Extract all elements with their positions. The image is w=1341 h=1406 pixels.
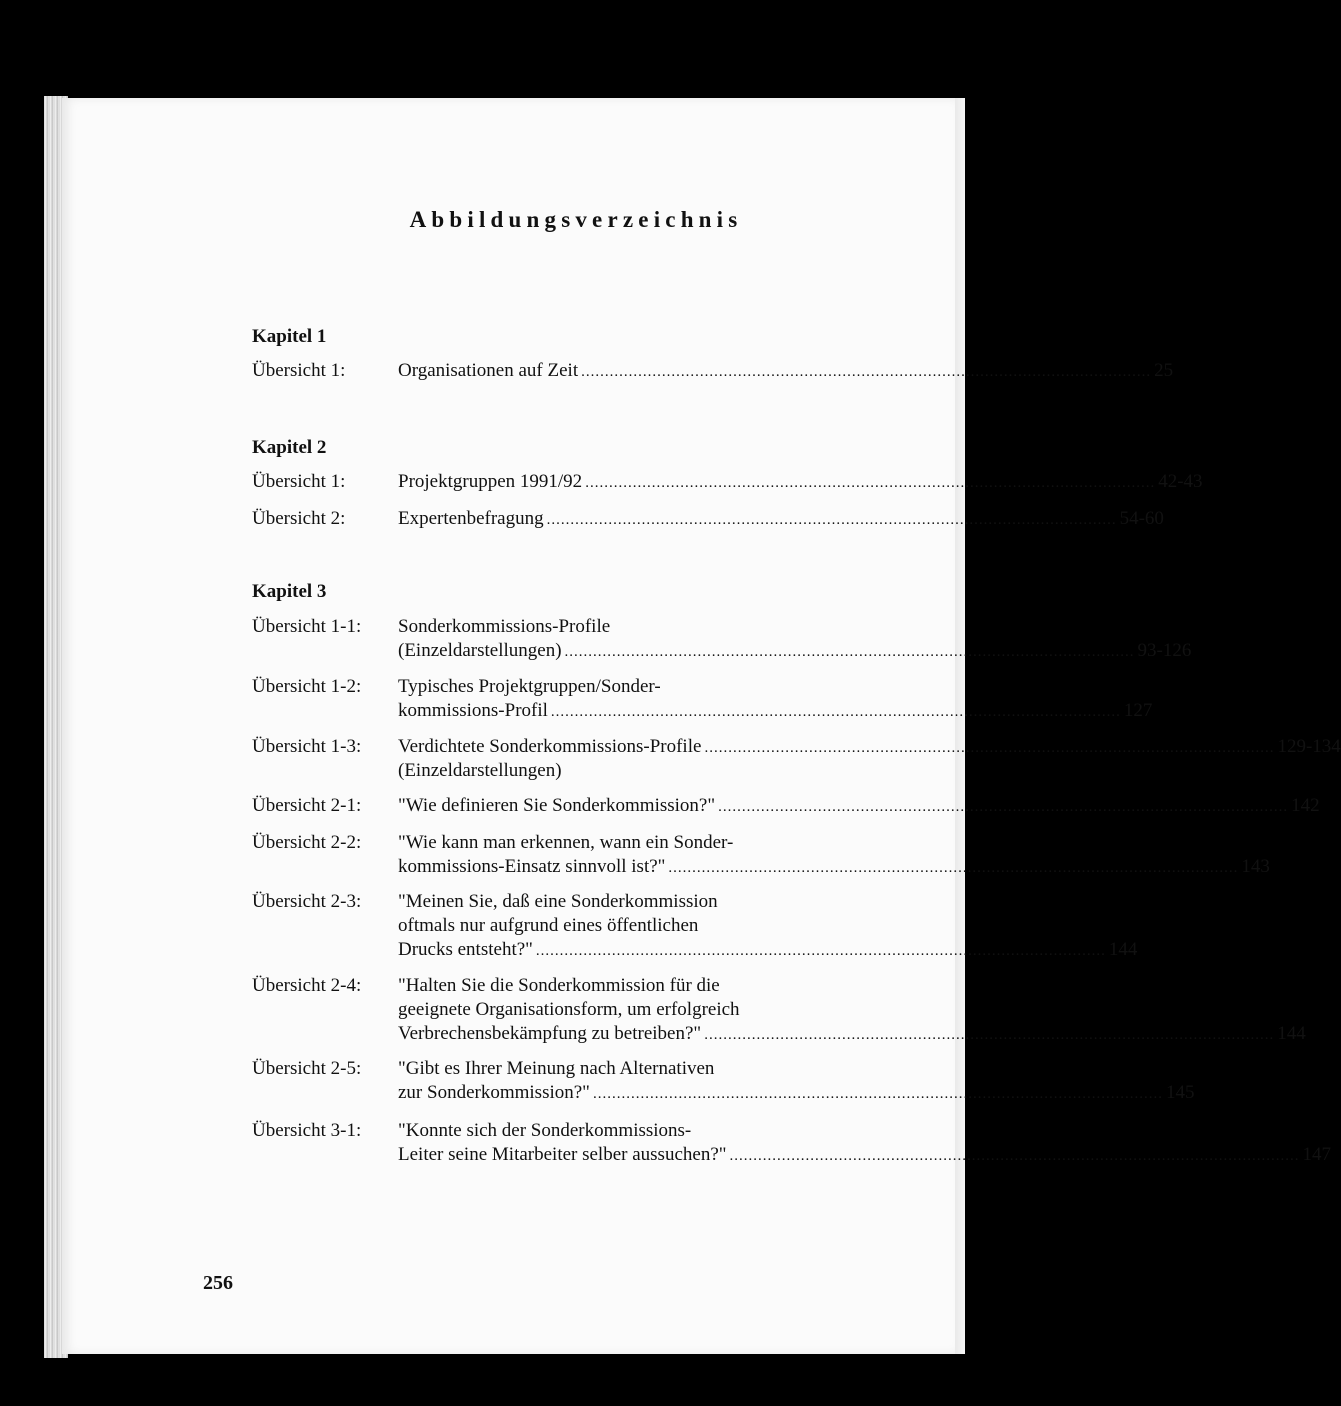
entry-title-line: Leiter seine Mitarbeiter selber aussuchen?" [398, 1144, 727, 1165]
entry-title-line: "Meinen Sie, daß eine Sonderkommission [398, 891, 718, 912]
leader-dots: ........................................................................................................................ [550, 704, 1121, 720]
entry-page: 144 [1108, 939, 1138, 960]
entry-page: 25 [1154, 360, 1174, 381]
entry-page: 129-134 [1277, 736, 1341, 757]
page-number: 256 [203, 1272, 233, 1294]
leader-dots: ........................................................................................................................ [729, 1148, 1300, 1164]
entry-title-line: (Einzeldarstellungen) [398, 760, 562, 781]
leader-dots: ........................................................................................................................ [718, 799, 1289, 815]
entry-title-line: (Einzeldarstellungen) [398, 640, 562, 661]
entry-label: Übersicht 2-1: [252, 795, 362, 816]
entry-page: 144 [1277, 1023, 1306, 1044]
entry-page: 142 [1291, 795, 1320, 816]
leader-dots: ........................................................................................................................ [592, 1086, 1163, 1102]
leader-dots: ........................................................................................................................ [535, 943, 1106, 959]
entry-label: Übersicht 1-3: [252, 736, 362, 757]
leader-dots: ........................................................................................................................ [704, 1027, 1275, 1043]
entry-title-line: Organisationen auf Zeit [398, 360, 579, 381]
leader-dots: ........................................................................................................................ [581, 364, 1152, 380]
leader-dots: ........................................................................................................................ [564, 644, 1135, 660]
leader-dots: ........................................................................................................................ [704, 740, 1275, 756]
entry-page: 93-126 [1137, 640, 1192, 661]
entry-title-line: Drucks entsteht?" [398, 939, 533, 960]
leader-dots: ........................................................................................................................ [668, 860, 1239, 876]
entry-label: Übersicht 2-4: [252, 975, 362, 996]
entry-title-line: kommissions-Profil [398, 700, 548, 721]
entry-title-line: Typisches Projektgruppen/Sonder- [398, 676, 661, 697]
chapter-heading-1: Kapitel 1 [252, 326, 327, 347]
entry-title-line: oftmals nur aufgrund eines öffentlichen [398, 915, 699, 936]
entry-page: 54-60 [1119, 508, 1164, 529]
entry-title-line: "Konnte sich der Sonderkommissions- [398, 1120, 692, 1141]
entry-title-line: Expertenbefragung [398, 508, 544, 529]
entry-title-line: Sonderkommissions-Profile [398, 616, 611, 637]
entry-page: 147 [1302, 1144, 1332, 1165]
entry-label: Übersicht 1: [252, 471, 346, 492]
entry-title-line: Verdichtete Sonderkommissions-Profile [398, 736, 702, 757]
entry-title-line: "Wie kann man erkennen, wann ein Sonder- [398, 832, 734, 853]
entry-title-line: "Halten Sie die Sonderkommission für die [398, 975, 720, 996]
entry-label: Übersicht 2-5: [252, 1058, 362, 1079]
entry-title-line: zur Sonderkommission?" [398, 1082, 590, 1103]
entry-label: Übersicht 2-3: [252, 891, 362, 912]
entry-page: 145 [1165, 1082, 1195, 1103]
entry-title-line: "Gibt es Ihrer Meinung nach Alternativen [398, 1058, 715, 1079]
chapter-heading-2: Kapitel 2 [252, 437, 327, 458]
entry-page: 143 [1241, 856, 1270, 877]
entry-label: Übersicht 3-1: [252, 1120, 362, 1141]
entry-title-line: "Wie definieren Sie Sonderkommission?" [398, 795, 716, 816]
chapter-heading-3: Kapitel 3 [252, 581, 327, 602]
entry-label: Übersicht 2: [252, 508, 346, 529]
entry-label: Übersicht 1-1: [252, 616, 362, 637]
leader-dots: ........................................................................................................................ [585, 475, 1156, 491]
entry-label: Übersicht 2-2: [252, 832, 362, 853]
entry-label: Übersicht 1-2: [252, 676, 362, 697]
entry-title-line: geeignete Organisationsform, um erfolgreich [398, 999, 740, 1020]
entry-page: 127 [1123, 700, 1153, 721]
entry-title-line: Projektgruppen 1991/92 [398, 471, 583, 492]
page-title: Abbildungsverzeichnis [409, 207, 743, 232]
entry-title-line: Verbrechensbekämpfung zu betreiben?" [398, 1023, 702, 1044]
entry-label: Übersicht 1: [252, 360, 346, 381]
entry-title-line: kommissions-Einsatz sinnvoll ist?" [398, 856, 666, 877]
leader-dots: ........................................................................................................................ [546, 512, 1117, 528]
entry-page: 42-43 [1158, 471, 1203, 492]
